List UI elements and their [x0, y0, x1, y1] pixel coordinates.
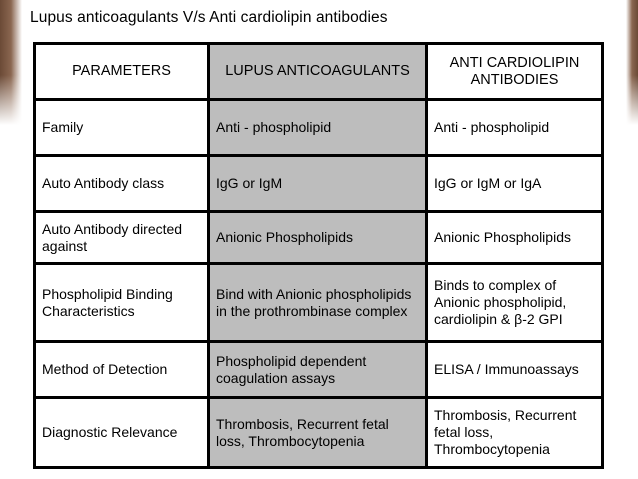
- header-anti-cardiolipin-antibodies: ANTI CARDIOLIPIN ANTIBODIES: [427, 44, 603, 100]
- lupus-cell: Anti - phospholipid: [209, 100, 427, 156]
- parameter-cell: Family: [35, 100, 209, 156]
- header-row: [35, 44, 603, 100]
- cardiolipin-cell: Binds to complex of Anionic phospholipid, cardiolipin & β-2 GPI: [427, 264, 603, 342]
- cardiolipin-cell: Anti - phospholipid: [427, 100, 603, 156]
- cardiolipin-cell: ELISA / Immunoassays: [427, 342, 603, 398]
- table-row: [35, 156, 603, 212]
- parameter-cell: Diagnostic Relevance: [35, 398, 209, 468]
- header-parameters: PARAMETERS: [35, 44, 209, 100]
- table-row: [35, 100, 603, 156]
- table-row: [35, 342, 603, 398]
- table-row: [35, 212, 603, 264]
- decorative-left-edge: [0, 0, 22, 125]
- parameter-cell: Method of Detection: [35, 342, 209, 398]
- parameter-cell: Auto Antibody class: [35, 156, 209, 212]
- page-title: Lupus anticoagulants V/s Anti cardiolipin antibodies: [30, 9, 388, 26]
- parameter-cell: Auto Antibody directed against: [35, 212, 209, 264]
- lupus-cell: IgG or IgM: [209, 156, 427, 212]
- parameter-cell: Phospholipid Binding Characteristics: [35, 264, 209, 342]
- cardiolipin-cell: IgG or IgM or IgA: [427, 156, 603, 212]
- header-lupus-anticoagulants: LUPUS ANTICOAGULANTS: [209, 44, 427, 100]
- cardiolipin-cell: Anionic Phospholipids: [427, 212, 603, 264]
- table-row: [35, 264, 603, 342]
- comparison-table: [33, 42, 604, 469]
- table-row: [35, 398, 603, 468]
- cardiolipin-cell: Thrombosis, Recurrent fetal loss, Thrombocytopenia: [427, 398, 603, 468]
- lupus-cell: Phospholipid dependent coagulation assays: [209, 342, 427, 398]
- lupus-cell: Bind with Anionic phospholipids in the prothrombinase complex: [209, 264, 427, 342]
- lupus-cell: Thrombosis, Recurrent fetal loss, Thrombocytopenia: [209, 398, 427, 468]
- lupus-cell: Anionic Phospholipids: [209, 212, 427, 264]
- decorative-right-edge: [626, 0, 638, 125]
